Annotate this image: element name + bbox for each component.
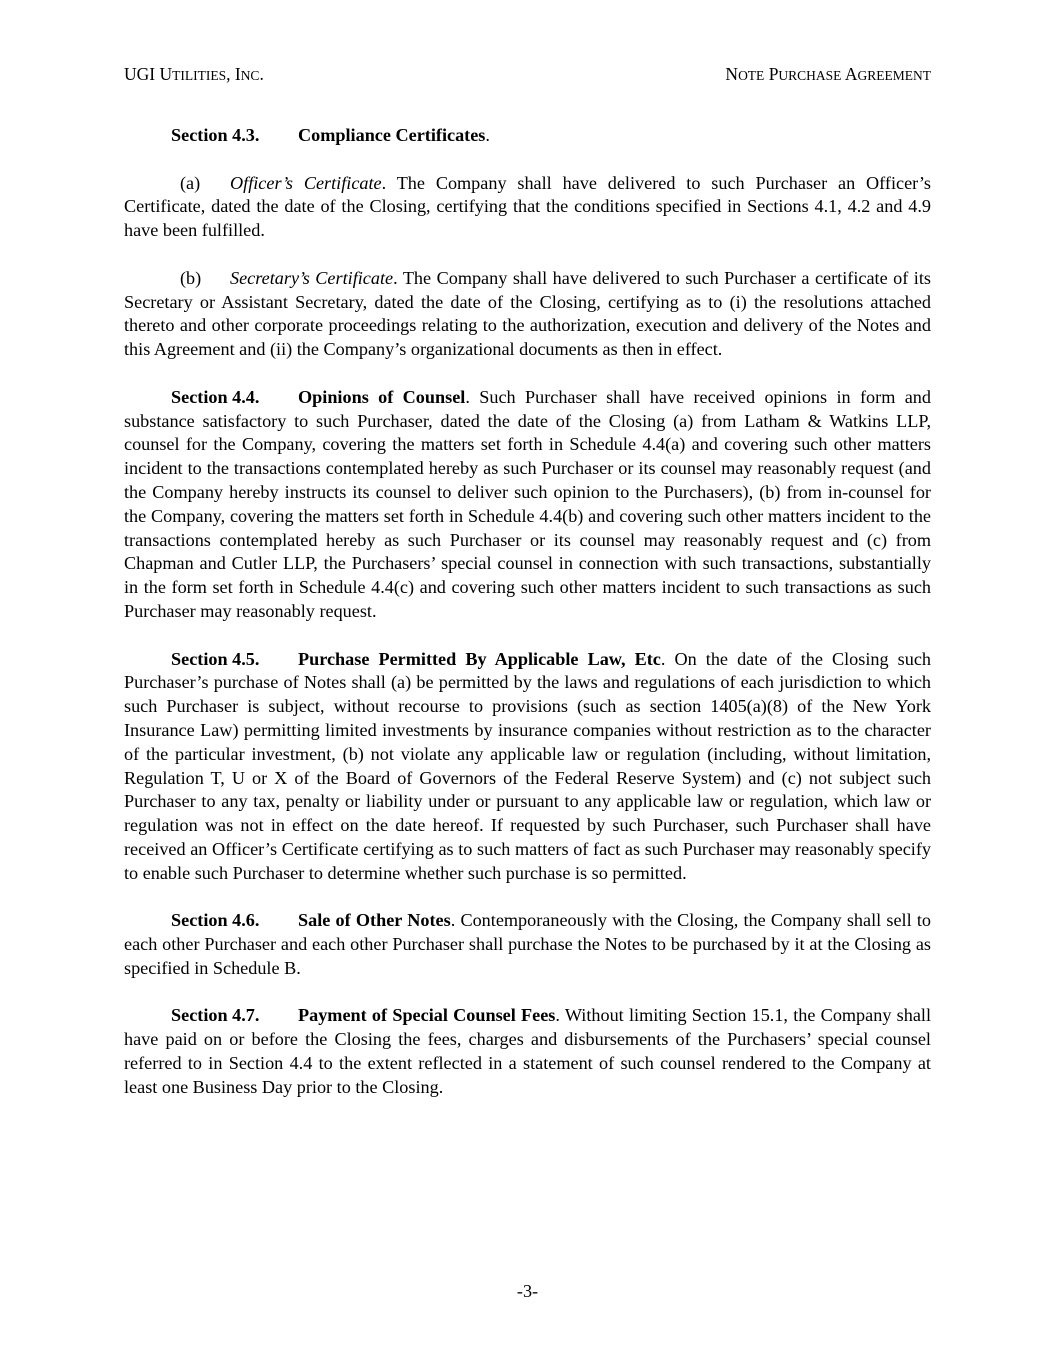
section-title: Payment of Special Counsel Fees [298, 1005, 556, 1026]
clause-label: (a) [180, 172, 201, 193]
clause-caption: Secretary’s Certificate [230, 267, 394, 288]
section-number: Section 4.3. [171, 125, 260, 145]
section-4-3-b [124, 267, 931, 362]
section-4-5 [124, 648, 931, 886]
section-4-6 [124, 909, 931, 980]
section-title: Compliance Certificates [298, 125, 486, 145]
section-4-4 [124, 386, 931, 624]
header-company-name: UGI UTILITIES, INC. [124, 64, 264, 84]
section-number: Section 4.4. [171, 386, 260, 407]
section-text: . Without limiting Section 15.1, the Company shall have paid on or before the Closing the fees, charges and disbursements of the Purchasers’ special counsel referred to in Section 4.4 to the extent reflected in a statement of such counsel rendered to the Company at least one Business Day prior to the Closing. [124, 1005, 932, 1097]
section-text: . Contemporaneously with the Closing, the Company shall sell to each other Purchaser and each other Purchaser shall purchase the Notes to be purchased by it at the Closing as specified in Schedule B. [124, 910, 931, 978]
section-4-3-heading: Section 4.3. Compliance Certificates. [124, 124, 931, 148]
section-4-3-a [124, 172, 931, 243]
clause-text: . The Company shall have delivered to such Purchaser an Officer’s Certificate, dated the date of the Closing, certifying that the conditions specified in Sections 4.1, 4.2 and 4.9 have been fulfilled. [124, 172, 932, 241]
section-title: Opinions of Counsel [298, 386, 466, 407]
document-body [124, 124, 931, 1123]
header-document-title: NOTE PURCHASE AGREEMENT [725, 64, 931, 84]
section-4-7 [124, 1004, 931, 1099]
section-number: Section 4.5. [171, 648, 260, 669]
section-number: Section 4.7. [171, 1005, 260, 1026]
section-text: . Such Purchaser shall have received opinions in form and substance satisfactory to such Purchaser, dated the date of the Closing (a) from Latham & Watkins LLP, counsel for the Company, covering the matters set forth in Schedule 4.4(a) and covering such other matters incident to the transactions contemplated hereby as such Purchaser or its counsel may reasonably request (and the Company hereby instructs its counsel to deliver such opinion to the Purchasers), (b) from in-counsel for the Company, covering the matters set forth in Schedule 4.4(b) and covering such other matters incident to the transactions contemplated hereby as such Purchaser or its counsel may reasonably request and (c) from Chapman and Cutler LLP, the Purchasers’ special counsel in connection with such transactions, substantially in the form set forth in Schedule 4.4(c) and covering such other matters incident to such transactions as such Purchaser may reasonably request. [124, 386, 931, 621]
clause-caption: Officer’s Certificate [230, 172, 382, 193]
section-text: . On the date of the Closing such Purchaser’s purchase of Notes shall (a) be permitted by the laws and regulations of each jurisdiction to which such Purchaser is subject, without recourse to provisions (such as section 1405(a)(8) of the New York Insurance Law) permitting limited investments by insurance companies without restriction as to the character of the particular investment, (b) not violate any applicable law or regulation (including, without limitation, Regulation T, U or X of the Board of Governors of the Federal Reserve System) and (c) not subject such Purchaser to any tax, penalty or liability under or pursuant to any applicable law or regulation, which law or regulation was not in effect on the date hereof. If requested by such Purchaser, such Purchaser shall have received an Officer’s Certificate certifying as to such matters of fact as such Purchaser may reasonably specify to enable such Purchaser to determine whether such purchase is so permitted. [124, 648, 932, 883]
section-number: Section 4.6. [171, 910, 260, 931]
clause-text: . The Company shall have delivered to such Purchaser a certificate of its Secretary or Assistant Secretary, dated the date of the Closing, certifying as to (i) the resolutions attached thereto and other corporate proceedings relating to the authorization, execution and delivery of the Notes and this Agreement and (ii) the Company’s organizational documents as then in effect. [124, 267, 931, 360]
clause-label: (b) [180, 267, 202, 288]
page-number: -3- [516, 1281, 539, 1301]
section-title: Sale of Other Notes [298, 910, 451, 931]
section-title: Purchase Permitted By Applicable Law, Etc [298, 648, 661, 669]
